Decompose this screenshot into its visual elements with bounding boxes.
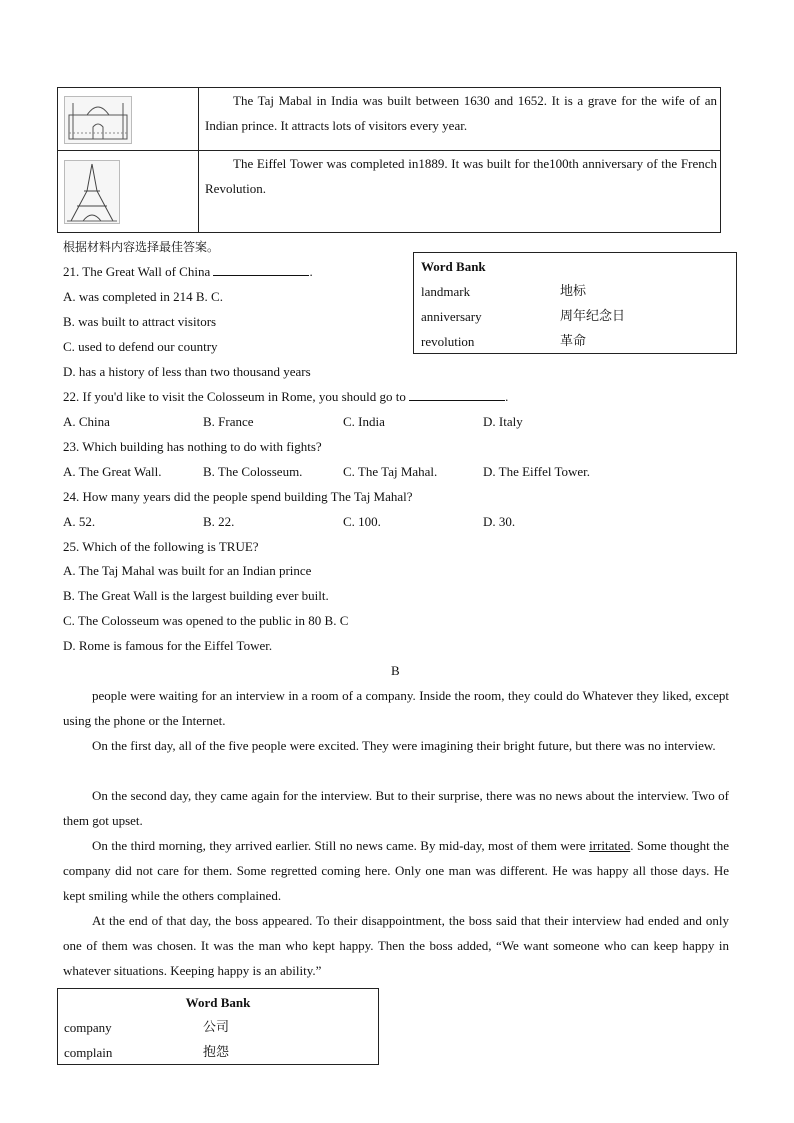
option: D. The Eiffel Tower. xyxy=(483,464,591,479)
option: A. was completed in 214 B. C. xyxy=(63,289,223,304)
question-23: 23. Which building has nothing to do with fights? xyxy=(63,439,322,454)
option: D. 30. xyxy=(483,514,516,529)
table-divider xyxy=(198,88,199,232)
question-25: 25. Which of the following is TRUE? xyxy=(63,539,259,554)
option: C. 100. xyxy=(343,514,381,529)
option: B. 22. xyxy=(203,514,235,529)
option: A. The Great Wall. xyxy=(63,464,162,479)
word-en: anniversary xyxy=(421,309,482,324)
word-zh: 周年纪念日 xyxy=(560,309,626,324)
passage-paragraph: At the end of that day, the boss appeared. To their disappointment, the boss said that their interview had ended and only one of them was chosen. It was the man who kept happy. Then the boss added, “We want someone who can keep happy in whatever situations. Keeping happy is an ability.” xyxy=(63,913,729,978)
taj-mahal-image xyxy=(64,96,132,144)
option: D. has a history of less than two thousand years xyxy=(63,364,311,379)
word-zh: 公司 xyxy=(203,1020,230,1035)
word-en: company xyxy=(64,1020,112,1035)
option: D. Italy xyxy=(483,414,523,429)
option: A. China xyxy=(63,414,110,429)
eiffel-tower-text: The Eiffel Tower was completed in1889. It was built for the100th anniversary of the French Revolution. xyxy=(205,156,717,196)
passage-paragraph: people were waiting for an interview in a room of a company. Inside the room, they could do Whatever they liked, except using the phone or the Internet. xyxy=(63,688,729,728)
option: A. 52. xyxy=(63,514,96,529)
word-zh: 地标 xyxy=(560,284,587,299)
option: C. India xyxy=(343,414,385,429)
word-bank-2 xyxy=(57,988,379,1065)
option: B. was built to attract visitors xyxy=(63,314,217,329)
word-bank-1 xyxy=(413,252,737,354)
option: C. The Taj Mahal. xyxy=(343,464,438,479)
taj-mahal-text: The Taj Mabal in India was built between 1630 and 1652. It is a grave for the wife of an Indian prince. It attracts lots of visitors every year. xyxy=(205,93,717,133)
word-bank-title: Word Bank xyxy=(185,995,251,1010)
section-heading: B xyxy=(391,663,400,678)
option: B. The Great Wall is the largest building ever built. xyxy=(63,588,329,603)
option: C. The Colosseum was opened to the public in 80 B. C xyxy=(63,613,349,628)
answer-blank xyxy=(409,389,505,401)
answer-blank xyxy=(213,264,309,276)
option: D. Rome is famous for the Eiffel Tower. xyxy=(63,638,273,653)
passage-paragraph: On the second day, they came again for the interview. But to their surprise, there was no news about the interview. Two of them got upset. xyxy=(63,788,729,828)
question-22: 22. If you'd like to visit the Colosseum in Rome, you should go to . xyxy=(63,389,509,404)
word-en: landmark xyxy=(421,284,471,299)
eiffel-tower-image xyxy=(64,160,120,224)
landmark-table xyxy=(57,87,721,233)
passage-paragraph: On the third morning, they arrived earlier. Still no news came. By mid-day, most of them were irritated. Some thought the company did not care for them. Some regretted coming here. Only one man was different. He was happy all those days. He kept smiling while the others complained. xyxy=(63,838,730,903)
word-en: complain xyxy=(64,1045,113,1060)
option: C. used to defend our country xyxy=(63,339,218,354)
underlined-word: irritated xyxy=(589,838,631,853)
option: B. The Colosseum. xyxy=(203,464,303,479)
instruction: 根据材料内容选择最佳答案。 xyxy=(63,240,220,254)
question-21: 21. The Great Wall of China . xyxy=(63,264,313,279)
option: A. The Taj Mahal was built for an Indian prince xyxy=(63,563,312,578)
word-zh: 革命 xyxy=(560,334,587,349)
word-zh: 抱怨 xyxy=(203,1045,230,1060)
passage-paragraph: On the first day, all of the five people were excited. They were imagining their bright future, but there was no interview. xyxy=(92,738,716,753)
word-bank-title: Word Bank xyxy=(421,259,486,274)
word-en: revolution xyxy=(421,334,475,349)
question-24: 24. How many years did the people spend building The Taj Mahal? xyxy=(63,489,413,504)
option: B. France xyxy=(203,414,254,429)
